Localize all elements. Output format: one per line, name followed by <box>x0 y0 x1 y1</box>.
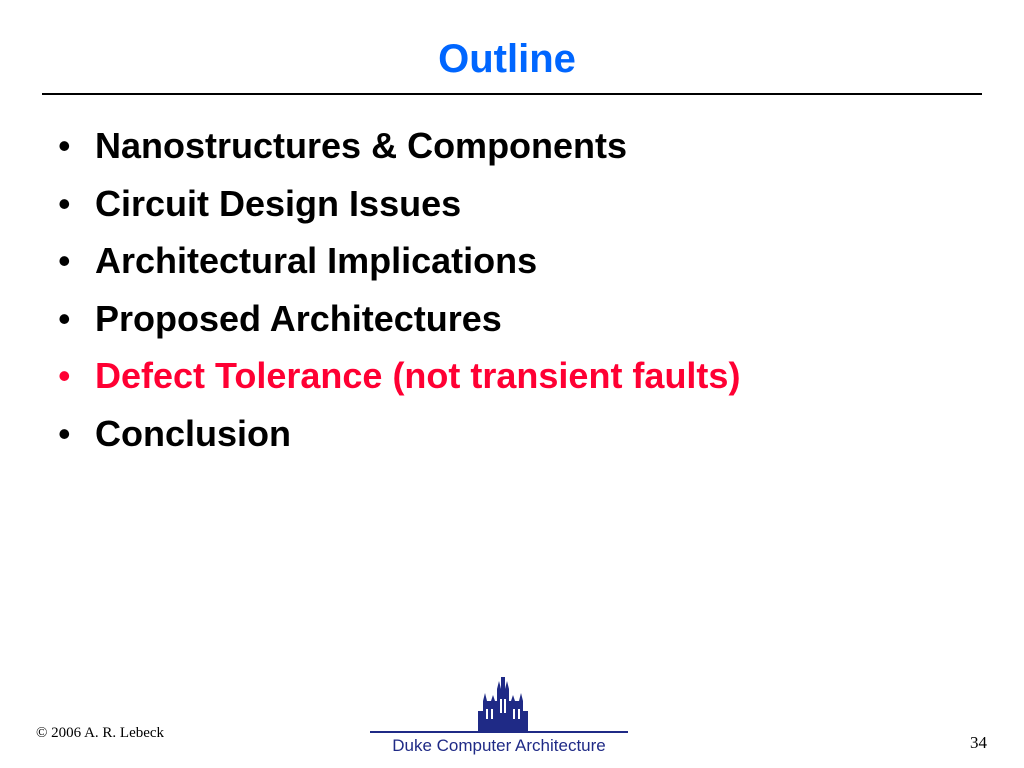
bullet-text: Defect Tolerance (not transient faults) <box>95 355 741 396</box>
bullet-item-architectural-implications <box>58 235 740 293</box>
logo-divider <box>370 731 628 733</box>
bullet-text: Conclusion <box>95 412 291 454</box>
bullet-text: Circuit Design Issues <box>95 182 462 224</box>
bullet-marker: • <box>58 297 71 339</box>
bullet-marker: • <box>58 240 71 281</box>
page-number: 34 <box>970 733 987 752</box>
bullet-text: Nanostructures & Components <box>95 125 628 166</box>
logo-caption: Duke Computer Architecture <box>392 736 606 755</box>
bullet-item-conclusion <box>58 408 740 466</box>
bullet-list <box>58 120 740 465</box>
bullet-marker: • <box>58 412 71 454</box>
bullet-item-nanostructures <box>58 120 740 178</box>
bullet-item-defect-tolerance <box>58 350 740 408</box>
bullet-text: Architectural Implications <box>95 240 538 281</box>
bullet-marker: • <box>58 125 71 166</box>
copyright-notice: © 2006 A. R. Lebeck <box>36 725 165 741</box>
duke-chapel-icon <box>477 675 529 731</box>
bullet-text: Proposed Architectures <box>95 297 502 339</box>
bullet-item-proposed-architectures <box>58 293 740 351</box>
bullet-marker: • <box>58 182 71 224</box>
bullet-item-circuit-design <box>58 178 740 236</box>
title-divider <box>42 93 982 95</box>
bullet-marker: • <box>58 355 71 396</box>
slide-title: Outline <box>438 37 576 81</box>
